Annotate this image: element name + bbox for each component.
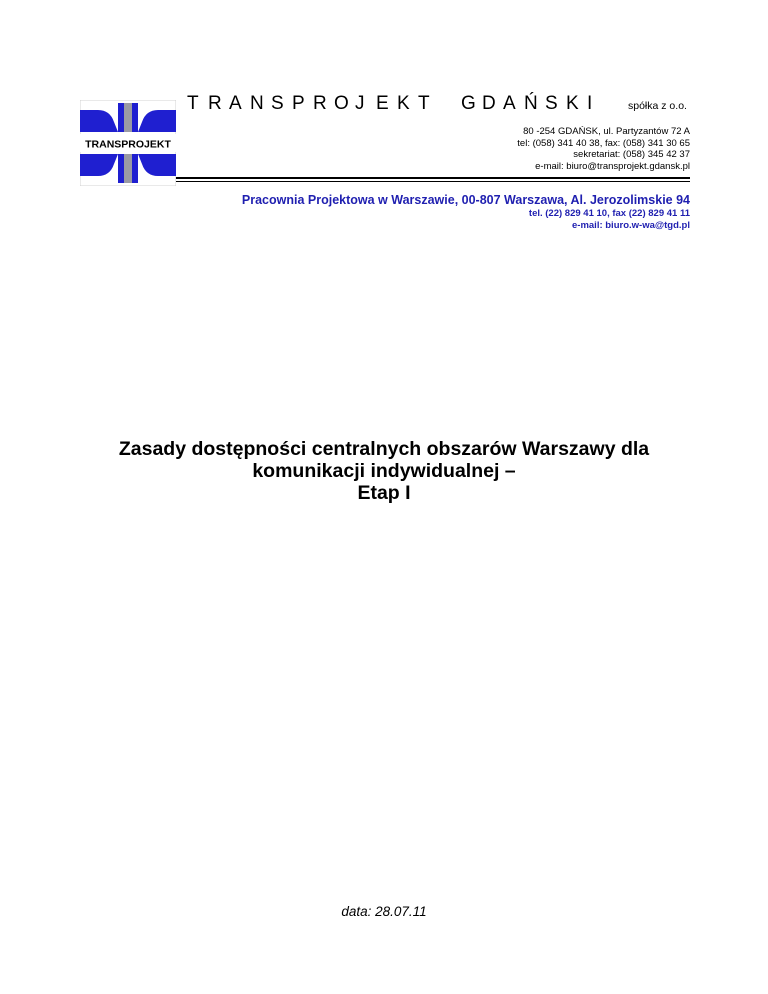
company-address [517,126,690,172]
company-name-letter: E [376,93,389,114]
company-name-letter: I [587,93,593,114]
company-name-letter: R [313,93,327,114]
branch-title: Pracownia Projektowa w Warszawie, 00-807 Warszawa, Al. Jerozolimskie 94 [241,193,690,207]
company-name-letter: J [355,93,365,114]
company-name-letter: A [503,93,516,114]
secretariat-line: sekretariat: (058) 345 42 37 [573,149,690,161]
title-line: Zasady dostępności centralnych obszarów Warszawy dla [118,438,650,460]
document-title [60,438,708,504]
company-name-letter: P [292,93,305,114]
transprojekt-logo [80,100,176,186]
logo-graphic [80,100,176,186]
title-line: Etap I [357,482,411,504]
branch-phone: tel. (22) 829 41 10, fax (22) 829 41 11 [528,208,690,219]
branch-office [242,192,690,232]
company-name-letter: Ń [524,93,538,114]
company-name [187,93,627,115]
document-date: data: 28.07.11 [341,904,427,919]
logo-text: TRANSPROJEKT [85,138,171,151]
company-name-letter: T [418,93,430,114]
company-name-letter: S [271,93,284,114]
company-name-letter: K [566,93,579,114]
company-legal-form: spółka z o.o. [628,100,687,112]
branch-email: e-mail: biuro.w-wa@tgd.pl [572,220,690,231]
company-name-letter: T [187,93,199,114]
company-name-letter: G [461,93,476,114]
company-name-letter: A [229,93,242,114]
phone-fax-line: tel: (058) 341 40 38, fax: (058) 341 30 65 [517,137,690,149]
company-name-letter: O [334,93,349,114]
company-name-gap [439,93,461,115]
company-name-letter: N [250,93,264,114]
company-name-letter: K [397,93,410,114]
company-name-letter: R [208,93,222,114]
email-line: e-mail: biuro@transprojekt.gdansk.pl [535,160,690,172]
address-line: 80 -254 GDAŃSK, ul. Partyzantów 72 A [523,126,690,137]
header-divider-thick [176,177,690,179]
company-name-letter: S [545,93,558,114]
title-line: komunikacji indywidualnej – [252,460,516,482]
company-name-letter: D [482,93,496,114]
header-divider-thin [176,181,690,182]
